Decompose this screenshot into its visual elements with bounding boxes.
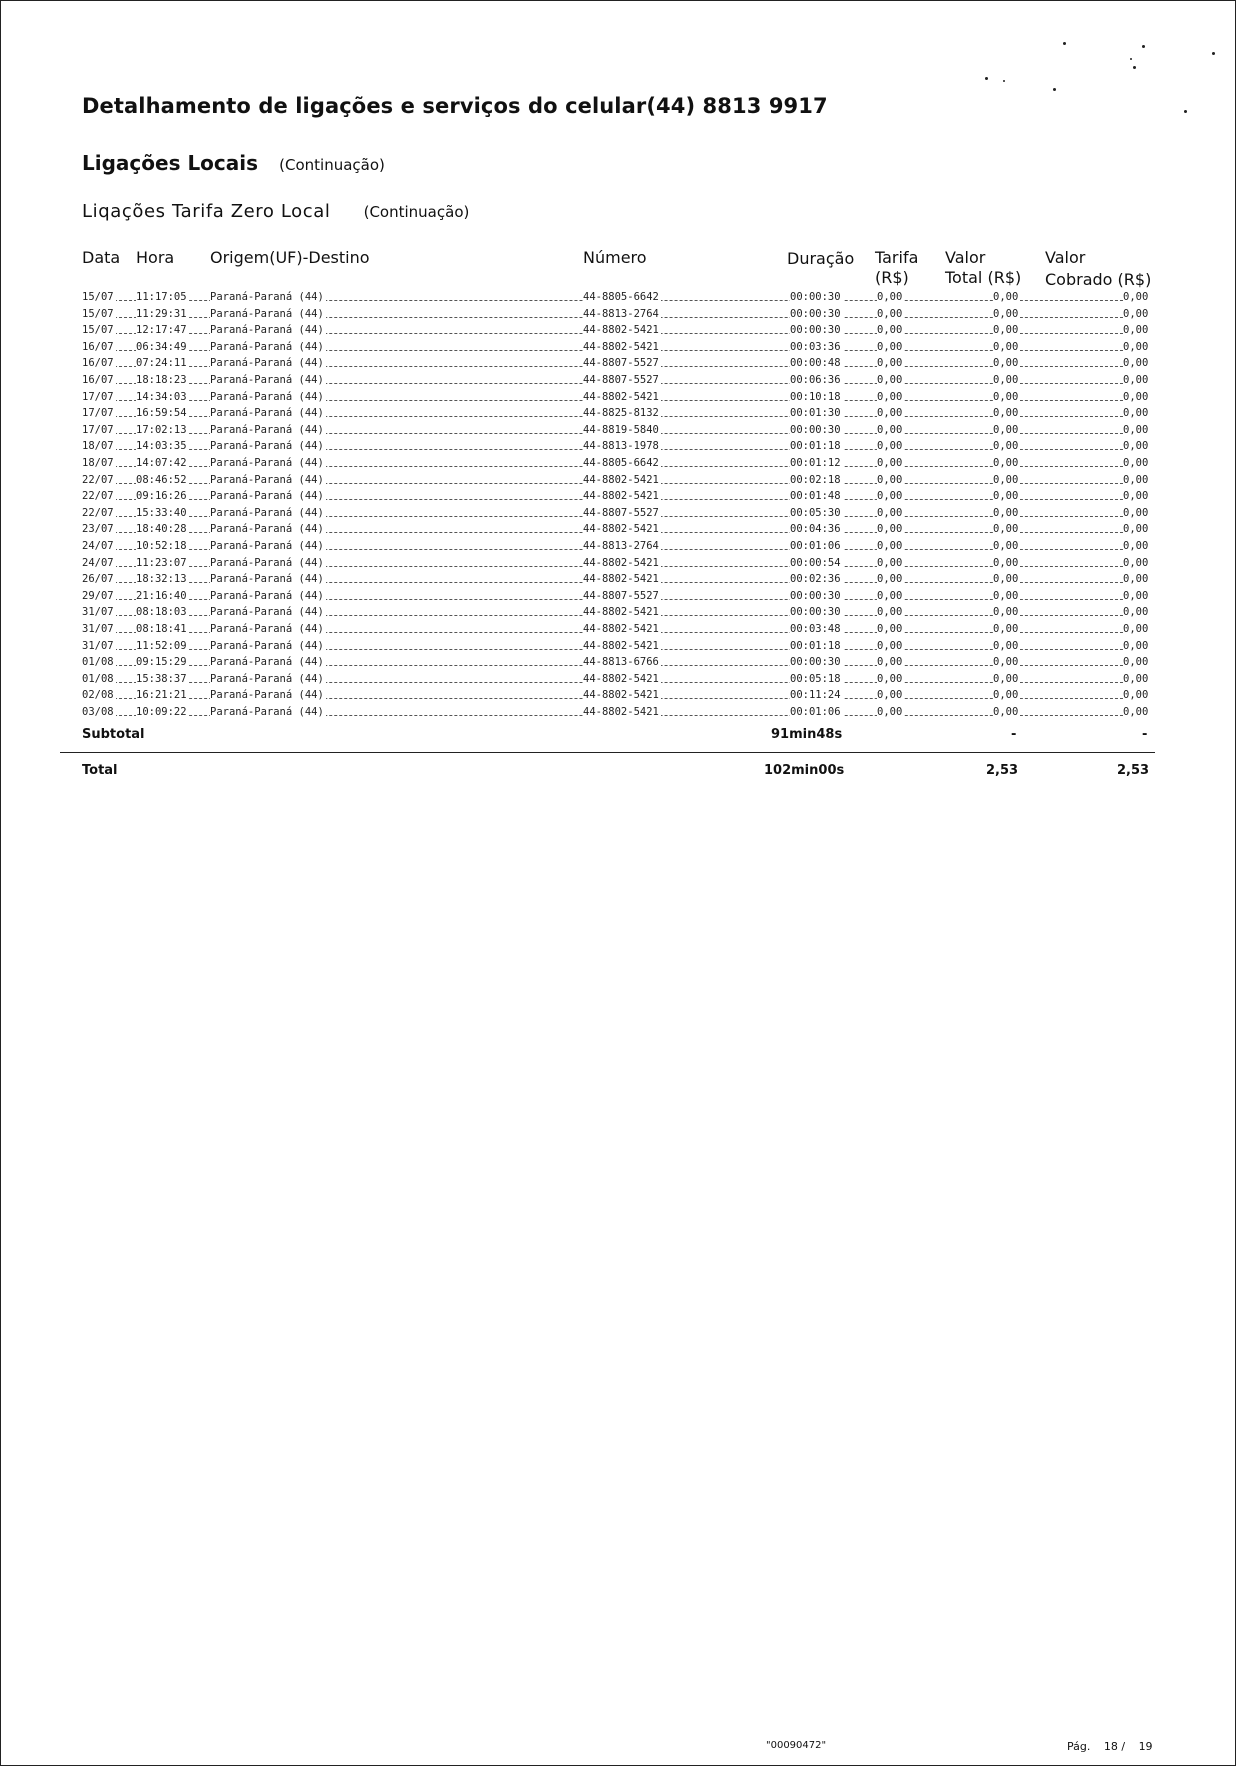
page-current: 18 / — [1103, 1740, 1126, 1753]
call-valor-cobrado: 0,00 — [1123, 407, 1149, 420]
call-duracao: 00:01:18 — [790, 440, 841, 453]
call-valor-cobrado: 0,00 — [1123, 689, 1149, 702]
call-row — [0, 621, 1236, 638]
call-numero: 44-8802-5421 — [583, 623, 659, 635]
call-duracao: 00:00:30 — [790, 291, 841, 303]
col-header-origem: Origem(UF)-Destino — [210, 248, 370, 267]
call-hora: 18:18:23 — [136, 374, 187, 386]
call-tarifa: 0,00 — [877, 490, 903, 503]
call-tarifa: 0,00 — [877, 324, 903, 337]
call-hora: 11:29:31 — [136, 307, 187, 320]
scan-speck — [1053, 88, 1056, 91]
call-numero: 44-8813-1978 — [583, 440, 659, 453]
call-hora: 12:17:47 — [136, 324, 187, 337]
call-row — [0, 405, 1236, 422]
document-code: "00090472" — [766, 1740, 827, 1751]
call-valor-total: 0,00 — [993, 374, 1019, 386]
call-tarifa: 0,00 — [877, 440, 903, 453]
page-label: Pág. — [1067, 1740, 1091, 1753]
call-origem: Paraná-Paraná (44) — [210, 540, 324, 552]
call-valor-cobrado: 0,00 — [1123, 357, 1149, 370]
call-valor-cobrado: 0,00 — [1123, 506, 1149, 519]
call-duracao: 00:04:36 — [790, 523, 841, 536]
call-valor-cobrado: 0,00 — [1123, 440, 1149, 453]
call-row — [0, 488, 1236, 505]
call-hora: 18:32:13 — [136, 573, 187, 586]
call-tarifa: 0,00 — [877, 540, 903, 552]
call-valor-total: 0,00 — [993, 689, 1019, 702]
call-numero: 44-8825-8132 — [583, 407, 659, 420]
col-header-valor-cobrado — [1045, 248, 1151, 290]
scan-speck — [1212, 52, 1215, 55]
call-tarifa: 0,00 — [877, 623, 903, 635]
call-row — [0, 339, 1236, 356]
subtotal-label: Subtotal — [82, 727, 145, 742]
call-valor-total: 0,00 — [993, 440, 1019, 453]
call-tarifa: 0,00 — [877, 689, 903, 702]
call-valor-total: 0,00 — [993, 523, 1019, 536]
call-tarifa: 0,00 — [877, 307, 903, 320]
call-row — [0, 322, 1236, 339]
call-valor-total: 0,00 — [993, 340, 1019, 353]
call-tarifa: 0,00 — [877, 639, 903, 652]
call-duracao: 00:11:24 — [790, 689, 841, 702]
call-valor-total: 0,00 — [993, 423, 1019, 436]
call-valor-total: 0,00 — [993, 390, 1019, 403]
call-numero: 44-8802-5421 — [583, 390, 659, 403]
col-header-valor-total — [945, 248, 1021, 288]
call-valor-total: 0,00 — [993, 407, 1019, 420]
call-numero: 44-8802-5421 — [583, 706, 659, 718]
call-data: 22/07 — [82, 490, 114, 503]
call-hora: 15:33:40 — [136, 506, 187, 519]
call-numero: 44-8813-2764 — [583, 540, 659, 552]
call-hora: 10:52:18 — [136, 540, 187, 552]
call-valor-cobrado: 0,00 — [1123, 523, 1149, 536]
call-valor-cobrado: 0,00 — [1123, 473, 1149, 486]
call-valor-total: 0,00 — [993, 473, 1019, 486]
call-data: 18/07 — [82, 457, 114, 469]
call-tarifa: 0,00 — [877, 672, 903, 685]
call-valor-total: 0,00 — [993, 573, 1019, 586]
call-data: 01/08 — [82, 656, 114, 669]
call-data: 17/07 — [82, 407, 114, 420]
call-duracao: 00:01:06 — [790, 706, 841, 718]
call-origem: Paraná-Paraná (44) — [210, 357, 324, 370]
call-origem: Paraná-Paraná (44) — [210, 291, 324, 303]
call-hora: 16:21:21 — [136, 689, 187, 702]
call-row — [0, 472, 1236, 489]
call-origem: Paraná-Paraná (44) — [210, 440, 324, 453]
call-hora: 08:18:41 — [136, 623, 187, 635]
subtotal-duracao: 91min48s — [771, 727, 843, 742]
call-data: 22/07 — [82, 506, 114, 519]
subsection-title: Liqações Tarifa Zero Local — [82, 201, 331, 222]
call-numero: 44-8813-6766 — [583, 656, 659, 669]
call-data: 15/07 — [82, 307, 114, 320]
call-numero: 44-8802-5421 — [583, 556, 659, 569]
call-data: 16/07 — [82, 357, 114, 370]
call-tarifa: 0,00 — [877, 374, 903, 386]
call-hora: 06:34:49 — [136, 340, 187, 353]
call-valor-total: 0,00 — [993, 540, 1019, 552]
call-origem: Paraná-Paraná (44) — [210, 656, 324, 669]
call-hora: 10:09:22 — [136, 706, 187, 718]
call-valor-total: 0,00 — [993, 639, 1019, 652]
call-origem: Paraná-Paraná (44) — [210, 506, 324, 519]
call-valor-total: 0,00 — [993, 556, 1019, 569]
call-origem: Paraná-Paraná (44) — [210, 490, 324, 503]
col-header-hora: Hora — [136, 248, 175, 267]
call-row — [0, 455, 1236, 472]
call-duracao: 00:02:36 — [790, 573, 841, 586]
col-header-valor-cobrado-line2: Cobrado (R$) — [1045, 270, 1152, 289]
call-duracao: 00:00:54 — [790, 556, 841, 569]
call-origem: Paraná-Paraná (44) — [210, 340, 324, 353]
call-hora: 07:24:11 — [136, 357, 187, 370]
call-valor-cobrado: 0,00 — [1123, 291, 1149, 303]
call-data: 03/08 — [82, 706, 114, 718]
total-label: Total — [82, 763, 118, 778]
call-data: 24/07 — [82, 540, 114, 552]
call-numero: 44-8807-5527 — [583, 506, 659, 519]
call-valor-total: 0,00 — [993, 307, 1019, 320]
call-row — [0, 687, 1236, 704]
call-numero: 44-8802-5421 — [583, 672, 659, 685]
call-valor-cobrado: 0,00 — [1123, 423, 1149, 436]
call-origem: Paraná-Paraná (44) — [210, 706, 324, 718]
call-row — [0, 372, 1236, 389]
call-valor-cobrado: 0,00 — [1123, 623, 1149, 635]
call-tarifa: 0,00 — [877, 656, 903, 669]
call-data: 22/07 — [82, 473, 114, 486]
scan-speck — [1063, 42, 1066, 45]
call-valor-total: 0,00 — [993, 672, 1019, 685]
section-title: Ligações Locais — [82, 151, 259, 175]
scan-speck — [985, 77, 988, 80]
scan-speck — [1142, 45, 1145, 48]
call-hora: 21:16:40 — [136, 589, 187, 602]
call-origem: Paraná-Paraná (44) — [210, 639, 324, 652]
call-hora: 11:23:07 — [136, 556, 187, 569]
call-duracao: 00:01:30 — [790, 407, 841, 420]
call-numero: 44-8802-5421 — [583, 324, 659, 337]
col-header-tarifa-line2: (R$) — [875, 268, 909, 287]
call-origem: Paraná-Paraná (44) — [210, 523, 324, 536]
call-valor-total: 0,00 — [993, 490, 1019, 503]
call-hora: 17:02:13 — [136, 423, 187, 436]
call-hora: 11:17:05 — [136, 291, 187, 303]
call-valor-cobrado: 0,00 — [1123, 573, 1149, 586]
call-duracao: 00:00:48 — [790, 357, 841, 370]
call-data: 31/07 — [82, 623, 114, 635]
call-duracao: 00:00:30 — [790, 656, 841, 669]
call-duracao: 00:05:18 — [790, 672, 841, 685]
call-row — [0, 289, 1236, 306]
call-tarifa: 0,00 — [877, 523, 903, 536]
call-row — [0, 638, 1236, 655]
col-header-tarifa-line1: Tarifa — [875, 248, 919, 267]
call-row — [0, 538, 1236, 555]
call-valor-cobrado: 0,00 — [1123, 324, 1149, 337]
call-tarifa: 0,00 — [877, 390, 903, 403]
call-duracao: 00:03:48 — [790, 623, 841, 635]
call-tarifa: 0,00 — [877, 457, 903, 469]
call-valor-total: 0,00 — [993, 606, 1019, 619]
section-continuation: (Continuação) — [279, 156, 385, 174]
call-origem: Paraná-Paraná (44) — [210, 672, 324, 685]
call-numero: 44-8802-5421 — [583, 689, 659, 702]
call-numero: 44-8802-5421 — [583, 473, 659, 486]
call-duracao: 00:01:48 — [790, 490, 841, 503]
call-origem: Paraná-Paraná (44) — [210, 307, 324, 320]
call-valor-total: 0,00 — [993, 457, 1019, 469]
call-valor-cobrado: 0,00 — [1123, 340, 1149, 353]
call-valor-total: 0,00 — [993, 706, 1019, 718]
call-numero: 44-8802-5421 — [583, 340, 659, 353]
call-valor-cobrado: 0,00 — [1123, 540, 1149, 552]
call-hora: 18:40:28 — [136, 523, 187, 536]
call-tarifa: 0,00 — [877, 357, 903, 370]
col-header-duracao: Duração — [787, 249, 855, 268]
call-valor-cobrado: 0,00 — [1123, 390, 1149, 403]
call-hora: 14:03:35 — [136, 440, 187, 453]
call-origem: Paraná-Paraná (44) — [210, 457, 324, 469]
call-valor-cobrado: 0,00 — [1123, 672, 1149, 685]
call-valor-total: 0,00 — [993, 656, 1019, 669]
col-header-valor-cobrado-line1: Valor — [1045, 248, 1086, 267]
col-header-valor-total-line1: Valor — [945, 248, 986, 267]
call-row — [0, 521, 1236, 538]
subsection-continuation: (Continuação) — [363, 203, 470, 221]
call-origem: Paraná-Paraná (44) — [210, 407, 324, 420]
call-hora: 16:59:54 — [136, 407, 187, 420]
call-origem: Paraná-Paraná (44) — [210, 473, 324, 486]
call-origem: Paraná-Paraná (44) — [210, 689, 324, 702]
call-tarifa: 0,00 — [877, 473, 903, 486]
call-row — [0, 306, 1236, 323]
call-duracao: 00:06:36 — [790, 374, 841, 386]
call-numero: 44-8807-5527 — [583, 374, 659, 386]
call-valor-total: 0,00 — [993, 623, 1019, 635]
call-origem: Paraná-Paraná (44) — [210, 374, 324, 386]
call-hora: 11:52:09 — [136, 639, 187, 652]
total-divider — [60, 752, 1155, 753]
call-duracao: 00:01:12 — [790, 457, 841, 469]
call-duracao: 00:01:18 — [790, 639, 841, 652]
call-row — [0, 571, 1236, 588]
call-data: 15/07 — [82, 324, 114, 337]
call-numero: 44-8807-5527 — [583, 589, 659, 602]
call-duracao: 00:00:30 — [790, 589, 841, 602]
call-data: 17/07 — [82, 423, 114, 436]
call-numero: 44-8805-6642 — [583, 457, 659, 469]
call-valor-cobrado: 0,00 — [1123, 307, 1149, 320]
call-row — [0, 355, 1236, 372]
call-origem: Paraná-Paraná (44) — [210, 623, 324, 635]
page-total: 19 — [1138, 1740, 1153, 1753]
call-origem: Paraná-Paraná (44) — [210, 589, 324, 602]
call-row — [0, 438, 1236, 455]
page-number — [1067, 1740, 1163, 1753]
call-origem: Paraná-Paraná (44) — [210, 324, 324, 337]
call-tarifa: 0,00 — [877, 556, 903, 569]
call-numero: 44-8805-6642 — [583, 291, 659, 303]
call-valor-cobrado: 0,00 — [1123, 656, 1149, 669]
call-data: 23/07 — [82, 523, 114, 536]
subsection-heading — [82, 201, 469, 222]
call-data: 01/08 — [82, 672, 114, 685]
call-valor-total: 0,00 — [993, 357, 1019, 370]
call-row — [0, 654, 1236, 671]
call-valor-cobrado: 0,00 — [1123, 374, 1149, 386]
call-data: 24/07 — [82, 556, 114, 569]
call-row — [0, 505, 1236, 522]
subtotal-valor-total: - — [1011, 727, 1017, 742]
call-valor-total: 0,00 — [993, 589, 1019, 602]
call-row — [0, 555, 1236, 572]
call-origem: Paraná-Paraná (44) — [210, 573, 324, 586]
call-numero: 44-8819-5840 — [583, 423, 659, 436]
call-data: 16/07 — [82, 340, 114, 353]
call-numero: 44-8807-5527 — [583, 357, 659, 370]
col-header-data: Data — [82, 248, 121, 267]
total-duracao: 102min00s — [764, 763, 845, 778]
call-tarifa: 0,00 — [877, 606, 903, 619]
call-valor-cobrado: 0,00 — [1123, 556, 1149, 569]
call-origem: Paraná-Paraná (44) — [210, 390, 324, 403]
call-row — [0, 671, 1236, 688]
call-numero: 44-8802-5421 — [583, 490, 659, 503]
call-data: 02/08 — [82, 689, 114, 702]
scan-speck — [1130, 58, 1132, 60]
document-title: Detalhamento de ligações e serviços do celular(44) 8813 9917 — [82, 94, 828, 118]
call-data: 31/07 — [82, 639, 114, 652]
call-duracao: 00:00:30 — [790, 324, 841, 337]
section-heading — [82, 151, 385, 175]
call-valor-cobrado: 0,00 — [1123, 606, 1149, 619]
call-hora: 14:07:42 — [136, 457, 187, 469]
call-valor-total: 0,00 — [993, 324, 1019, 337]
call-tarifa: 0,00 — [877, 423, 903, 436]
call-valor-cobrado: 0,00 — [1123, 589, 1149, 602]
call-duracao: 00:10:18 — [790, 390, 841, 403]
col-header-tarifa — [875, 248, 918, 288]
scan-speck — [1003, 80, 1005, 82]
call-numero: 44-8802-5421 — [583, 573, 659, 586]
call-hora: 14:34:03 — [136, 390, 187, 403]
scan-speck — [1184, 110, 1187, 113]
call-tarifa: 0,00 — [877, 291, 903, 303]
call-hora: 15:38:37 — [136, 672, 187, 685]
call-numero: 44-8802-5421 — [583, 639, 659, 652]
call-data: 16/07 — [82, 374, 114, 386]
total-valor-cobrado: 2,53 — [1117, 763, 1150, 778]
scan-speck — [1133, 66, 1136, 69]
call-valor-cobrado: 0,00 — [1123, 639, 1149, 652]
call-valor-cobrado: 0,00 — [1123, 457, 1149, 469]
call-duracao: 00:00:30 — [790, 307, 841, 320]
call-hora: 09:16:26 — [136, 490, 187, 503]
call-duracao: 00:00:30 — [790, 606, 841, 619]
call-hora: 08:18:03 — [136, 606, 187, 619]
call-tarifa: 0,00 — [877, 407, 903, 420]
call-row — [0, 604, 1236, 621]
call-data: 15/07 — [82, 291, 114, 303]
call-data: 31/07 — [82, 606, 114, 619]
call-row — [0, 389, 1236, 406]
col-header-numero: Número — [583, 248, 647, 267]
call-origem: Paraná-Paraná (44) — [210, 423, 324, 436]
call-duracao: 00:01:06 — [790, 540, 841, 552]
call-duracao: 00:00:30 — [790, 423, 841, 436]
call-duracao: 00:02:18 — [790, 473, 841, 486]
call-data: 18/07 — [82, 440, 114, 453]
call-row — [0, 422, 1236, 439]
call-valor-cobrado: 0,00 — [1123, 706, 1149, 718]
call-duracao: 00:03:36 — [790, 340, 841, 353]
call-tarifa: 0,00 — [877, 706, 903, 718]
call-valor-cobrado: 0,00 — [1123, 490, 1149, 503]
total-valor-total: 2,53 — [986, 763, 1019, 778]
call-hora: 08:46:52 — [136, 473, 187, 486]
call-valor-total: 0,00 — [993, 291, 1019, 303]
col-header-valor-total-line2: Total (R$) — [945, 268, 1022, 287]
call-origem: Paraná-Paraná (44) — [210, 556, 324, 569]
call-data: 17/07 — [82, 390, 114, 403]
call-data: 29/07 — [82, 589, 114, 602]
call-numero: 44-8802-5421 — [583, 606, 659, 619]
call-numero: 44-8802-5421 — [583, 523, 659, 536]
call-valor-total: 0,00 — [993, 506, 1019, 519]
call-origem: Paraná-Paraná (44) — [210, 606, 324, 619]
call-duracao: 00:05:30 — [790, 506, 841, 519]
call-tarifa: 0,00 — [877, 573, 903, 586]
call-tarifa: 0,00 — [877, 340, 903, 353]
call-tarifa: 0,00 — [877, 506, 903, 519]
call-tarifa: 0,00 — [877, 589, 903, 602]
call-numero: 44-8813-2764 — [583, 307, 659, 320]
call-row — [0, 704, 1236, 721]
call-hora: 09:15:29 — [136, 656, 187, 669]
call-data: 26/07 — [82, 573, 114, 586]
subtotal-valor-cobrado: - — [1142, 727, 1148, 742]
call-row — [0, 588, 1236, 605]
